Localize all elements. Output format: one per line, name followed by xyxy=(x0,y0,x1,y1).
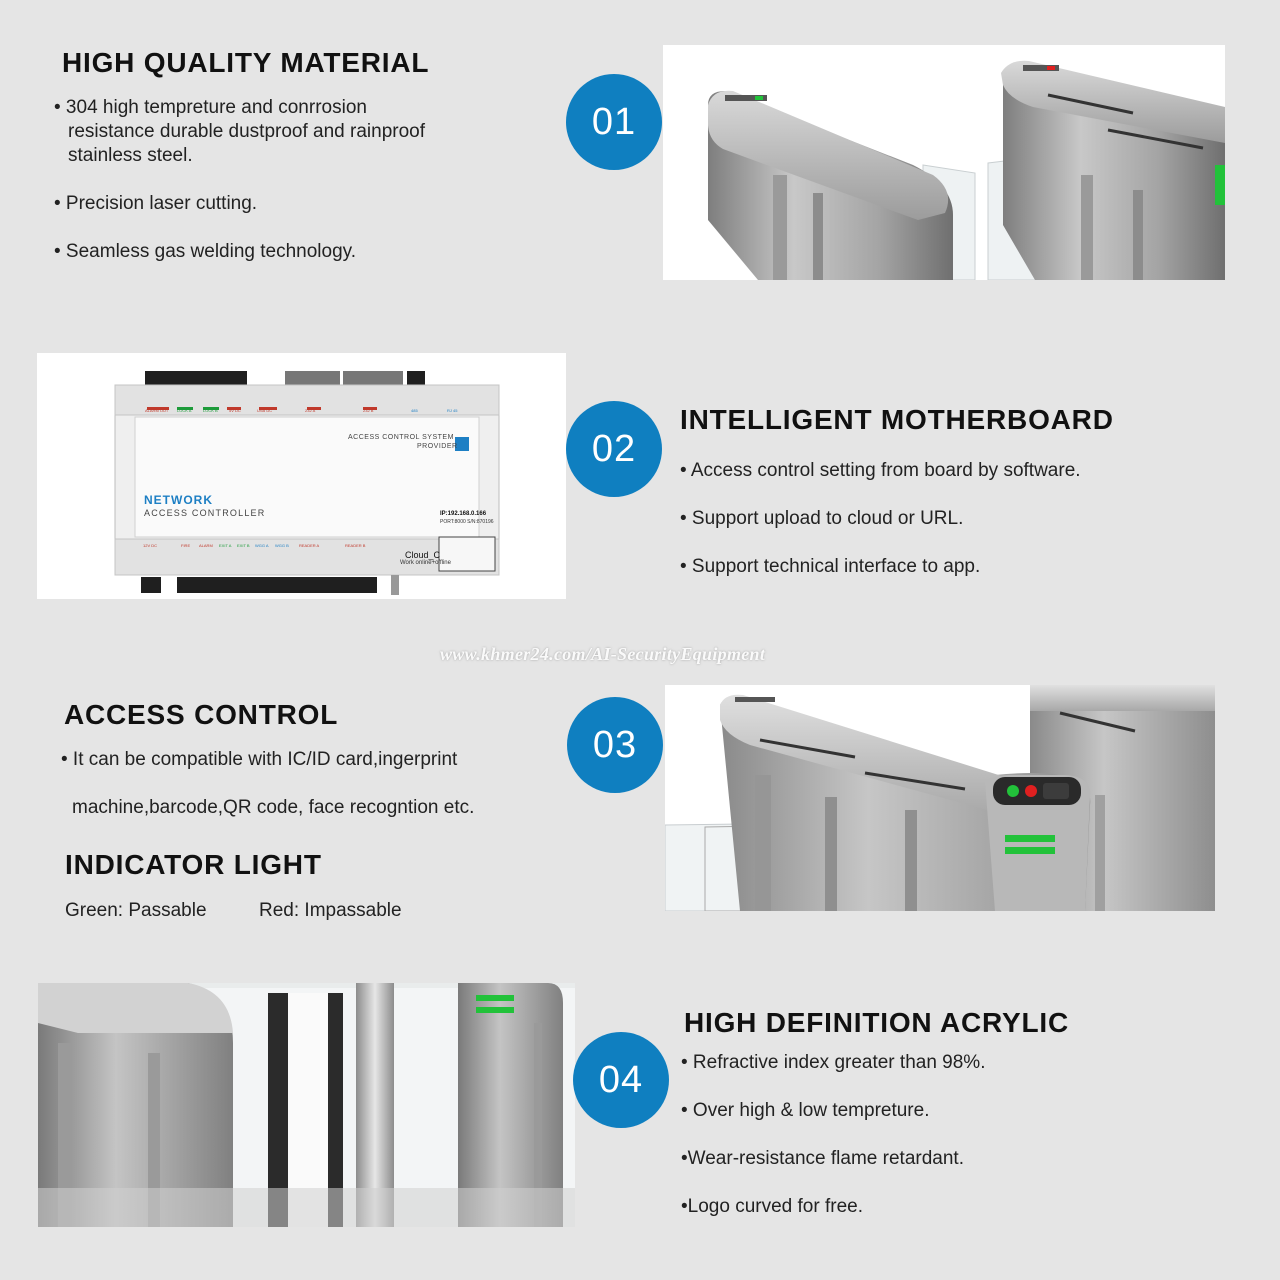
turnstile-photo-04 xyxy=(38,983,575,1227)
board-bottom-label: READER A xyxy=(299,543,320,548)
list-item: • Support technical interface to app. xyxy=(680,556,981,577)
board-top-label: 232 B xyxy=(363,408,374,413)
board-provider-line1: ACCESS CONTROL SYSTEM xyxy=(348,434,454,441)
board-top-label: USB DC xyxy=(257,408,273,413)
section-03-title: ACCESS CONTROL xyxy=(64,699,339,730)
step-badge-01: 01 xyxy=(566,74,662,170)
board-cloud-sub: Work online+offline xyxy=(400,560,451,566)
board-brand: NETWORK xyxy=(144,493,213,507)
board-port-label: PORT:8000 S/N:870196 xyxy=(440,519,494,525)
list-item: • Refractive index greater than 98%. xyxy=(681,1052,986,1073)
list-item: machine,barcode,QR code, face recogntion etc. xyxy=(72,797,475,818)
list-item: stainless steel. xyxy=(68,145,193,166)
section-01-title: HIGH QUALITY MATERIAL xyxy=(62,47,430,78)
list-item: • Access control setting from board by software. xyxy=(680,460,1081,481)
board-bottom-label: EXIT B xyxy=(237,543,250,548)
list-item: • Seamless gas welding technology. xyxy=(54,241,357,262)
list-item: • Precision laser cutting. xyxy=(54,193,258,214)
list-item: • It can be compatible with IC/ID card,ingerprint xyxy=(61,749,458,770)
watermark: www.khmer24.com/AI-SecurityEquipment xyxy=(440,644,766,664)
list-item: •Logo curved for free. xyxy=(681,1196,863,1217)
legend-green-passable: Green: Passable xyxy=(65,900,207,921)
board-top-label: 485 xyxy=(411,408,418,413)
indicator-light-title: INDICATOR LIGHT xyxy=(65,849,322,880)
step-badge-03: 03 xyxy=(567,697,663,793)
board-bottom-label: EXIT A xyxy=(219,543,232,548)
board-top-label: RJ 45 xyxy=(447,408,458,413)
board-top-label: ALARM OUT xyxy=(145,408,169,413)
board-provider-line2: PROVIDER xyxy=(417,443,458,450)
turnstile-photo-03 xyxy=(665,685,1215,911)
board-top-label: 5V DC xyxy=(229,408,241,413)
board-bottom-label: FIRE xyxy=(181,543,191,548)
list-item: •Wear-resistance flame retardant. xyxy=(681,1148,964,1169)
access-controller-board-photo xyxy=(37,353,566,599)
board-top-label: 232 A xyxy=(305,408,316,413)
section-04-title: HIGH DEFINITION ACRYLIC xyxy=(684,1007,1069,1038)
step-badge-04: 04 xyxy=(573,1032,669,1128)
list-item: • 304 high tempreture and conrrosion xyxy=(54,97,367,118)
board-top-label: LOCK A xyxy=(177,408,192,413)
board-bottom-label: 12V DC xyxy=(143,543,158,548)
list-item: • Support upload to cloud or URL. xyxy=(680,508,964,529)
board-bottom-label: READER B xyxy=(345,543,366,548)
board-bottom-label: ALARM xyxy=(199,543,213,548)
board-bottom-label: WGG B xyxy=(275,543,289,548)
board-subtitle: ACCESS CONTROLLER xyxy=(144,508,266,518)
section-02-title: INTELLIGENT MOTHERBOARD xyxy=(680,404,1114,435)
step-badge-02: 02 xyxy=(566,401,662,497)
list-item: • Over high & low tempreture. xyxy=(681,1100,930,1121)
turnstile-photo-01 xyxy=(663,45,1225,280)
board-top-label: LOCK B xyxy=(203,408,218,413)
list-item: resistance durable dustproof and rainproof xyxy=(68,121,426,142)
board-bottom-label: WGG A xyxy=(255,543,269,548)
board-cloud-label: Cloud_C xyxy=(405,550,441,560)
legend-red-impassable: Red: Impassable xyxy=(259,900,402,921)
board-ip-label: IP:192.168.0.166 xyxy=(440,511,487,517)
